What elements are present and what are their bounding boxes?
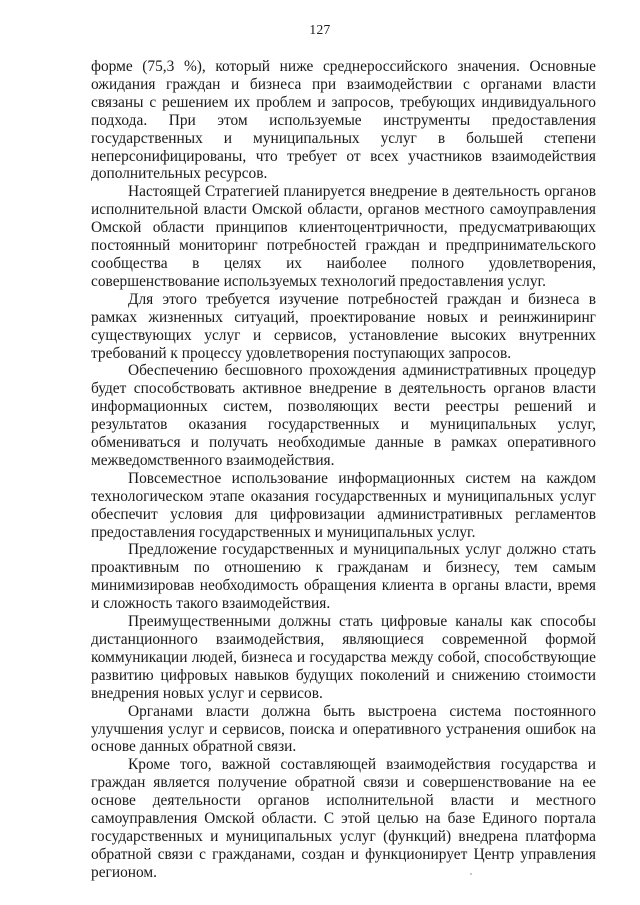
- paragraph-strategy-client-centricity: Настоящей Стратегией планируется внедрение в деятельность органов исполнительной власти Омской области, органов местного самоуправления Омской области принципов клиентоцентричности, предусматривающих постоянный мониторинг потребностей граждан и предпринимательского сообщества в целях их наиболее полного удовлетворения, совершенствование используемых технологий предоставления услуг.: [91, 183, 596, 290]
- scan-speck: [470, 873, 472, 875]
- document-body: [91, 58, 596, 882]
- paragraph-proactive-services: Предложение государственных и муниципальных услуг должно стать проактивным по отношению к гражданам и бизнесу, тем самым минимизировав необходимость обращения клиента в органы власти, время и сложность такого взаимодействия.: [91, 541, 596, 613]
- paragraph-seamless-procedures: Обеспечению бесшовного прохождения административных процедур будет способствовать активное внедрение в деятельность органов власти информационных систем, позволяющих вести реестры решений и результатов оказания государственных и муниципальных услуг, обмениваться и получать необходимые данные в рамках оперативного межведомственного взаимодействия.: [91, 362, 596, 469]
- paragraph-digital-channels: Преимущественными должны стать цифровые каналы как способы дистанционного взаимодействия, являющиеся современной формой коммуникации людей, бизнеса и государства между собой, способствующие развитию цифровых навыков будущих поколений и снижению стоимости внедрения новых услуг и сервисов.: [91, 613, 596, 702]
- paragraph-feedback-platform: Кроме того, важной составляющей взаимодействия государства и граждан является получение обратной связи и совершенствование на ее основе деятельности органов исполнительной власти и местного самоуправления Омской области. С этой целью на базе Единого портала государственных и муниципальных услуг (функций) внедрена платформа обратной связи с гражданами, создан и функционирует Центр управления регионом.: [91, 756, 596, 881]
- paragraph-information-systems: Повсеместное использование информационных систем на каждом технологическом этапе оказания государственных и муниципальных услуг обеспечит условия для цифровизации административных регламентов предоставления государственных и муниципальных услуг.: [91, 469, 596, 541]
- page-number: 127: [309, 22, 331, 37]
- paragraph-continuation: форме (75,3 %), который ниже среднероссийского значения. Основные ожидания граждан и бизнеса при взаимодействии с органами власти связаны с решением их проблем и запросов, требующих индивидуального подхода. При этом используемые инструменты предоставления государственных и муниципальных услуг в большей степени неперсонифицированы, что требует от всех участников взаимодействия дополнительных ресурсов.: [91, 58, 596, 183]
- paragraph-continuous-improvement: Органами власти должна быть выстроена система постоянного улучшения услуг и сервисов, поиска и оперативного устранения ошибок на основе данных обратной связи.: [91, 702, 596, 756]
- paragraph-needs-study: Для этого требуется изучение потребностей граждан и бизнеса в рамках жизненных ситуаций, проектирование новых и реинжиниринг существующих услуг и сервисов, установление высоких внутренних требований к процессу удовлетворения поступающих запросов.: [91, 290, 596, 362]
